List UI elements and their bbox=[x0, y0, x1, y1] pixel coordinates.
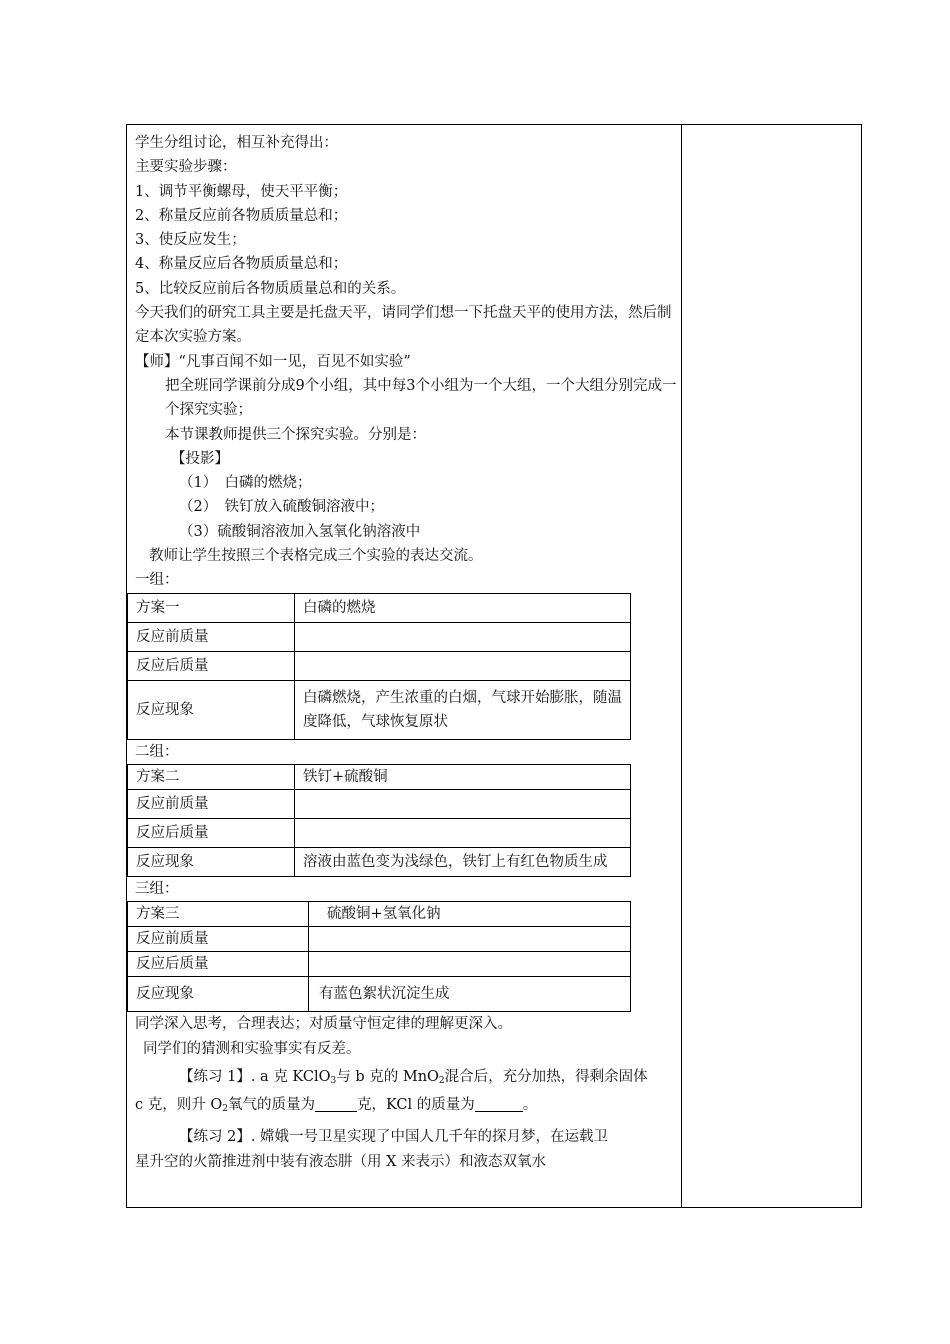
table-value bbox=[295, 789, 631, 818]
table-key: 反应现象 bbox=[128, 680, 295, 739]
exercise-1 bbox=[135, 1061, 677, 1093]
table-key: 反应后质量 bbox=[128, 651, 295, 680]
experiment-item: （1） 白磷的燃烧； bbox=[179, 475, 312, 492]
group-1-table bbox=[127, 593, 631, 740]
group-3-table bbox=[127, 901, 631, 1012]
table-row bbox=[128, 902, 631, 927]
table-key: 反应前质量 bbox=[128, 789, 295, 818]
table-value bbox=[309, 927, 631, 952]
intro-line: 学生分组讨论，相互补充得出： bbox=[135, 135, 338, 151]
exercise-label: 【练习 2】 bbox=[179, 1129, 251, 1146]
answer-blank[interactable] bbox=[315, 1095, 357, 1112]
group-label: 一组： bbox=[135, 572, 179, 589]
lesson-table bbox=[126, 124, 862, 1208]
table-row bbox=[128, 952, 631, 977]
step-item: 2、称量反应前各物质质量总和； bbox=[135, 207, 348, 224]
table-value: 有蓝色絮状沉淀生成 bbox=[309, 977, 631, 1012]
exercise-text: c 克，则升 O bbox=[135, 1097, 223, 1114]
table-value: 硫酸铜+氢氧化钠 bbox=[309, 902, 631, 927]
step-item: 3、使反应发生； bbox=[135, 232, 246, 249]
grouping-paragraph: 把全班同学课前分成9个小组，其中每3个小组为一个大组，一个大组分别完成一个探究实验； bbox=[165, 377, 677, 419]
exercise-1-cont bbox=[135, 1093, 677, 1125]
column-divider bbox=[681, 125, 682, 1207]
experiments-intro: 本节课教师提供三个探究实验。分别是： bbox=[165, 426, 426, 443]
exercise-2 bbox=[135, 1125, 677, 1149]
subscript: 2 bbox=[438, 1075, 445, 1086]
table-row bbox=[128, 622, 631, 651]
instruction: 教师让学生按照三个表格完成三个实验的表达交流。 bbox=[149, 548, 483, 565]
content-column bbox=[135, 131, 677, 1174]
group-label: 二组： bbox=[135, 743, 179, 760]
exercise-text: 与 b 克的 MnO bbox=[336, 1068, 439, 1085]
answer-blank[interactable] bbox=[475, 1095, 523, 1112]
table-row bbox=[128, 847, 631, 876]
table-value bbox=[295, 651, 631, 680]
reflection-line: 同学深入思考，合理表达；对质量守恒定律的理解更深入。 bbox=[135, 1016, 512, 1033]
exercise-2-cont: 星升空的火箭推进剂中装有液态肼（用 X 来表示）和液态双氧水 bbox=[135, 1153, 547, 1170]
exercise-text: 克，KCl 的质量为 bbox=[356, 1097, 475, 1114]
subscript: 2 bbox=[222, 1104, 228, 1115]
table-key: 反应后质量 bbox=[128, 952, 309, 977]
table-row bbox=[128, 680, 631, 739]
table-value: 溶液由蓝色变为浅绿色，铁钉上有红色物质生成 bbox=[295, 847, 631, 876]
exercise-text: 混合后，充分加热，得剩余固体 bbox=[444, 1068, 648, 1085]
table-key: 反应现象 bbox=[128, 847, 295, 876]
table-value bbox=[295, 622, 631, 651]
table-row bbox=[128, 818, 631, 847]
table-key: 方案一 bbox=[128, 593, 295, 622]
experiment-item: （3）硫酸铜溶液加入氢氧化钠溶液中 bbox=[179, 523, 421, 540]
exercise-text: 氧气的质量为 bbox=[227, 1097, 315, 1114]
exercise-text: . a 克 KClO bbox=[250, 1068, 331, 1085]
table-row bbox=[128, 927, 631, 952]
teacher-quote: 【师】“凡事百闻不如一见，百见不如实验” bbox=[135, 353, 411, 370]
group-label: 三组： bbox=[135, 880, 179, 897]
table-key: 反应前质量 bbox=[128, 622, 295, 651]
experiment-item: （2） 铁钉放入硫酸铜溶液中； bbox=[179, 499, 384, 516]
table-value: 白磷燃烧，产生浓重的白烟，气球开始膨胀，随温度降低，气球恢复原状 bbox=[295, 680, 631, 739]
step-item: 5、比较反应前后各物质质量总和的关系。 bbox=[135, 280, 406, 297]
table-row bbox=[128, 789, 631, 818]
group-2-table bbox=[127, 764, 631, 877]
steps-heading: 主要实验步骤： bbox=[135, 159, 237, 176]
step-item: 4、称量反应后各物质质量总和； bbox=[135, 256, 348, 273]
table-key: 反应现象 bbox=[128, 977, 309, 1012]
table-value bbox=[309, 952, 631, 977]
table-row bbox=[128, 977, 631, 1012]
table-value bbox=[295, 818, 631, 847]
table-key: 反应前质量 bbox=[128, 927, 309, 952]
table-row bbox=[128, 593, 631, 622]
exercise-text: . 嫦娥一号卫星实现了中国人几千年的探月梦，在运载卫 bbox=[250, 1129, 609, 1146]
tool-paragraph: 今天我们的研究工具主要是托盘天平，请同学们想一下托盘天平的使用方法，然后制定本次实验方案。 bbox=[135, 305, 672, 346]
step-item: 1、调节平衡螺母，使天平平衡； bbox=[135, 183, 348, 200]
table-row bbox=[128, 651, 631, 680]
subscript: 3 bbox=[330, 1075, 337, 1086]
table-value: 白磷的燃烧 bbox=[295, 593, 631, 622]
exercise-label: 【练习 1】 bbox=[179, 1068, 251, 1085]
table-key: 反应后质量 bbox=[128, 818, 295, 847]
table-value: 铁钉+硫酸铜 bbox=[295, 764, 631, 789]
reflection-line: 同学们的猜测和实验事实有反差。 bbox=[143, 1040, 361, 1057]
table-row bbox=[128, 764, 631, 789]
table-key: 方案三 bbox=[128, 902, 309, 927]
exercise-text: 。 bbox=[522, 1097, 538, 1114]
table-key: 方案二 bbox=[128, 764, 295, 789]
projection-label: 【投影】 bbox=[171, 450, 229, 467]
